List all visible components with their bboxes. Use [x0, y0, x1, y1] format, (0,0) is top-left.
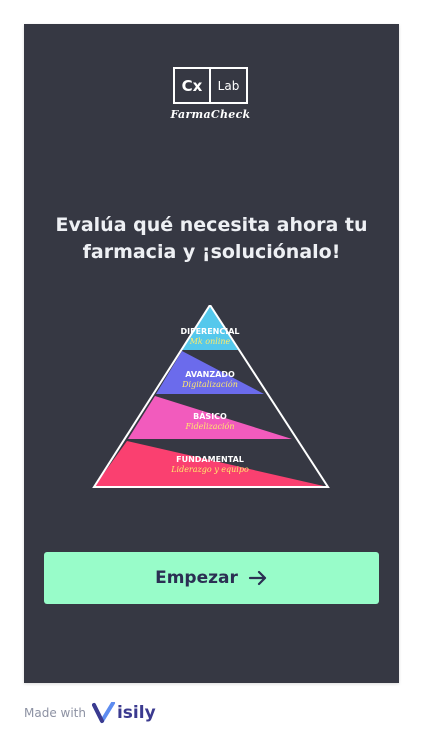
- logo-lab-text: Lab: [217, 78, 240, 93]
- tier-title-avanzado: AVANZADO: [185, 370, 235, 379]
- screen-card: [24, 24, 399, 683]
- tier-sub-diferencial: Mk online: [189, 337, 231, 346]
- tier-title-fundamental: FUNDAMENTAL: [176, 455, 244, 464]
- visily-logo: [92, 702, 156, 724]
- start-button[interactable]: [44, 552, 379, 604]
- visily-wordmark: isily: [116, 703, 156, 723]
- made-with-text: Made with: [24, 706, 86, 720]
- tier-sub-avanzado: Digitalización: [182, 380, 238, 389]
- logo-cx-text: Cx: [175, 69, 211, 102]
- pyramid-diagram: [92, 305, 330, 489]
- arrow-right-icon: [248, 570, 268, 586]
- visily-v-icon: [92, 702, 116, 724]
- pyramid-tier-fundamental: [94, 441, 328, 487]
- cxlab-logo: [173, 67, 248, 104]
- tier-title-diferencial: DIFERENCIAL: [180, 327, 240, 336]
- page-headline: Evalúa qué necesita ahora tu farmacia y ¡soluciónalo!: [55, 214, 368, 263]
- farmacheck-wordmark: FarmaCheck: [170, 108, 251, 121]
- start-button-label: Empezar: [155, 568, 238, 588]
- tier-sub-fundamental: Liderazgo y equipo: [171, 465, 249, 474]
- tier-sub-basico: Fidelización: [185, 422, 235, 431]
- tier-title-basico: BÁSICO: [193, 412, 227, 421]
- made-with-visily[interactable]: [24, 702, 156, 724]
